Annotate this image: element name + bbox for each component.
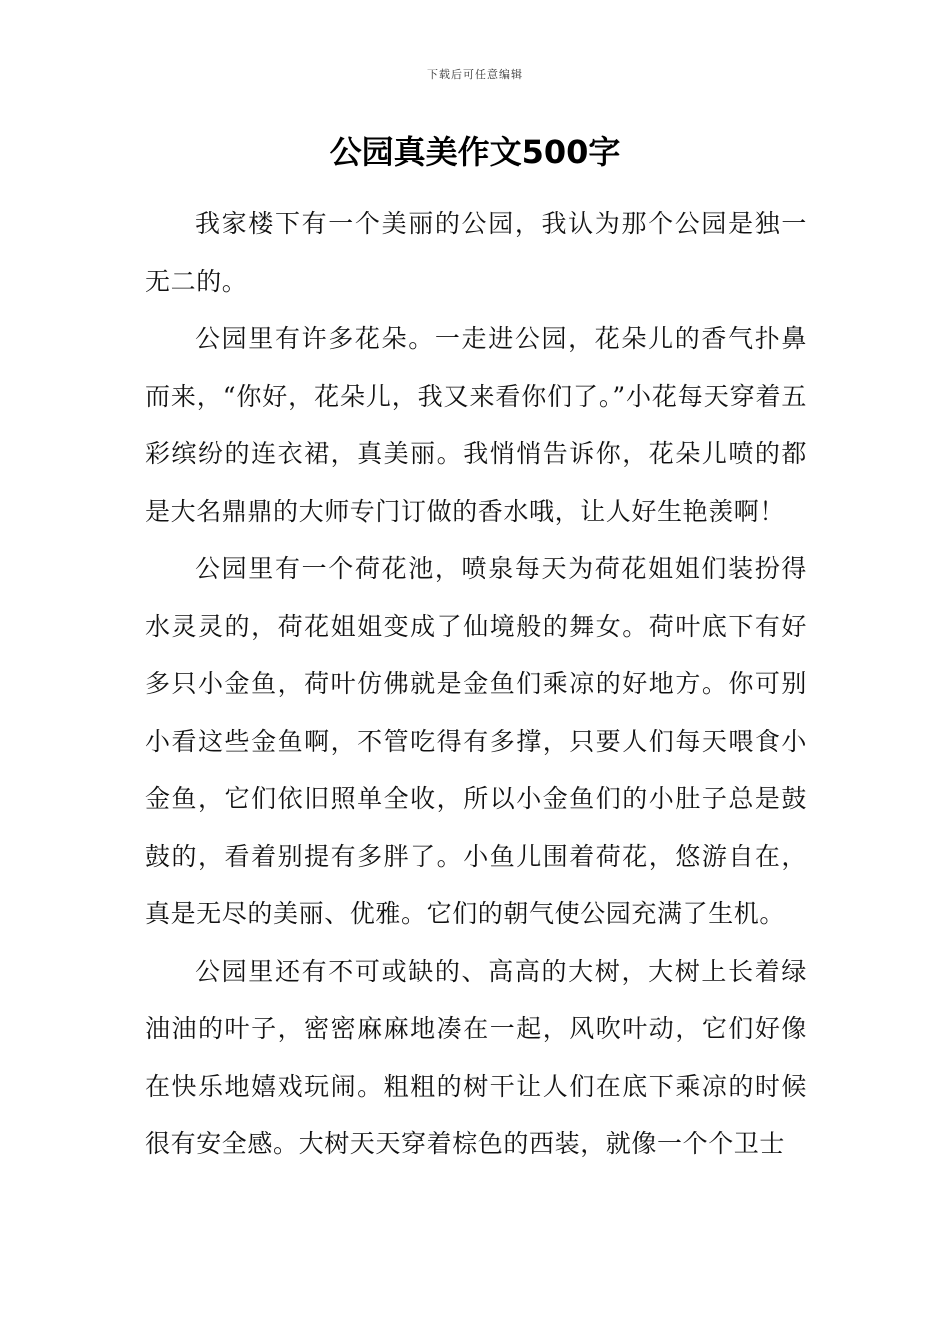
paragraph: 我家楼下有一个美丽的公园，我认为那个公园是独一无二的。 <box>145 209 807 296</box>
header-note: 下载后可任意编辑 <box>427 68 523 81</box>
paragraph: 公园里有许多花朵。一走进公园，花朵儿的香气扑鼻而来，“你好，花朵儿，我又来看你们了。”小花每天穿着五彩缤纷的连衣裙，真美丽。我悄悄告诉你，花朵儿喷的都是大名鼎鼎的大师专门订做的香水哦，让人好生艳羡啊！ <box>145 324 807 526</box>
document-body <box>145 195 807 1173</box>
paragraph: 公园里还有不可或缺的、高高的大树，大树上长着绿油油的叶子，密密麻麻地凑在一起，风吹叶动，它们好像在快乐地嬉戏玩闹。粗粗的树干让人们在底下乘凉的时候很有安全感。大树天天穿着棕色的西装，就像一个个卫士 <box>145 956 807 1158</box>
paragraph: 公园里有一个荷花池，喷泉每天为荷花姐姐们装扮得水灵灵的，荷花姐姐变成了仙境般的舞女。荷叶底下有好多只小金鱼，荷叶仿佛就是金鱼们乘凉的好地方。你可别小看这些金鱼啊，不管吃得有多撑，只要人们每天喂食小金鱼，它们依旧照单全收，所以小金鱼们的小肚子总是鼓鼓的，看着别提有多胖了。小鱼儿围着荷花，悠游自在，真是无尽的美丽、优雅。它们的朝气使公园充满了生机。 <box>145 554 807 928</box>
document-title: 公园真美作文500字 <box>329 133 621 171</box>
